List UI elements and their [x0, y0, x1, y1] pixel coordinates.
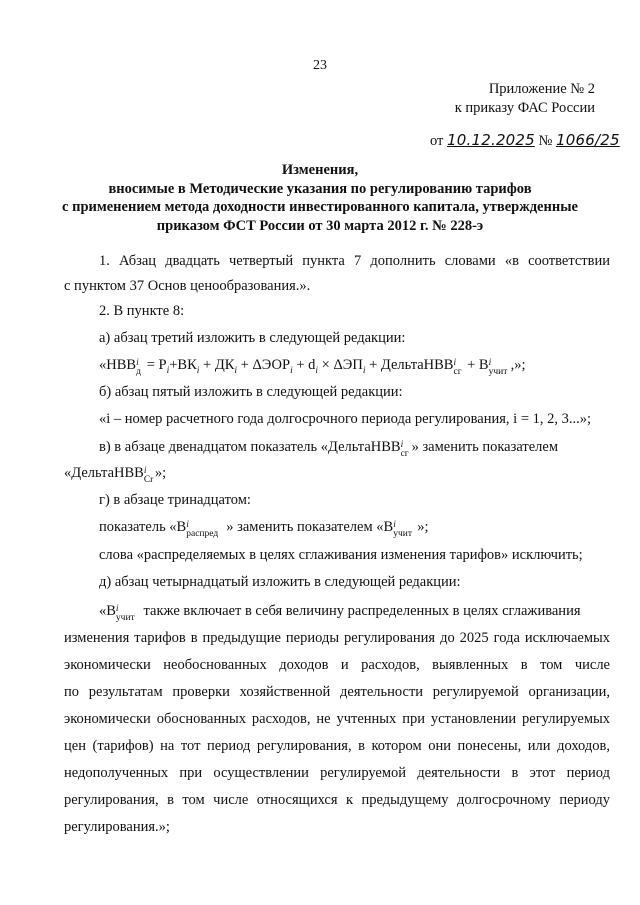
- para-1-line-2: с пунктом 37 Основ ценообразования.».: [64, 278, 311, 294]
- item-d-line-4: по результатам проверки хозяйственной деятельности регулируемой организации,: [64, 684, 610, 700]
- item-g: г) в абзаце тринадцатом:: [99, 492, 251, 508]
- item-d-line-5: экономически обоснованных расходов, не учтенных при установлении регулируемых: [64, 711, 610, 727]
- title-line-3: с применением метода доходности инвестированного капитала, утвержденные: [62, 199, 578, 215]
- item-g-2: слова «распределяемых в целях сглаживания изменения тарифов» исключить;: [99, 547, 583, 563]
- item-d-line-6: цен (тарифов) на тот период регулирования, в котором они понесены, или доходов,: [64, 738, 610, 754]
- item-d: д) абзац четырнадцатый изложить в следующей редакции:: [99, 574, 461, 590]
- document-title: [0, 161, 640, 235]
- para-1-line-1: 1. Абзац двадцать четвертый пункта 7 дополнить словами «в соответствии: [99, 253, 610, 269]
- appendix-block: [455, 80, 595, 118]
- item-d-line-8: регулирования, в том числе относящихся к предыдущему долгосрочному периоду: [64, 792, 610, 808]
- item-d-line-9: регулирования.»;: [64, 819, 170, 835]
- item-b-quote: «i – номер расчетного года долгосрочного периода регулирования, i = 1, 2, 3...»;: [99, 411, 592, 427]
- order-prefix: от: [430, 133, 444, 149]
- item-a: а) абзац третий изложить в следующей редакции:: [99, 330, 406, 346]
- title-line-2: вносимые в Методические указания по регулированию тарифов: [108, 180, 532, 197]
- item-v-line-1: в) в абзаце двенадцатом показатель «ДельтаНВВ сг i » заменить показателем: [99, 439, 559, 459]
- para-2: 2. В пункте 8:: [99, 303, 185, 319]
- order-number-handwritten: 1066/25: [556, 131, 620, 149]
- order-reference: [430, 131, 620, 150]
- appendix-line-1: Приложение № 2: [488, 81, 595, 97]
- order-number-label: №: [538, 133, 553, 149]
- item-v-line-2: «ДельтаНВВ Cr i »;: [64, 465, 167, 485]
- appendix-line-2: к приказу ФАС России: [454, 100, 595, 116]
- item-b: б) абзац пятый изложить в следующей редакции:: [99, 384, 403, 400]
- order-date-handwritten: 10.12.2025: [447, 131, 535, 149]
- formula-nvv: «НВВ д i = $Р_i+ВК_i + ДК_i + \Delta ЭОР_i + d_i \times \Delta ЭП_i$ + ДельтаНВВ сг i + В учит i ,»;: [99, 357, 526, 377]
- title-line-4: приказом ФСТ России от 30 марта 2012 г. № 228-э: [156, 217, 484, 234]
- item-d-line-2: изменения тарифов в предыдущие периоды регулирования до 2025 года исключаемых: [64, 630, 610, 646]
- page-number: 23: [313, 58, 327, 73]
- item-d-line-7: недополученных при осуществлении регулируемой деятельности в этот период: [64, 765, 610, 781]
- title-line-1: Изменения,: [281, 162, 359, 178]
- item-d-quote-line-1: «В учит i также включает в себя величину распределенных в целях сглаживания: [99, 603, 581, 623]
- item-d-line-3: экономически необоснованных доходов и расходов, выявленных в том числе: [64, 657, 610, 673]
- item-g-1: показатель «В распред i » заменить показателем «В учит i »;: [99, 519, 429, 539]
